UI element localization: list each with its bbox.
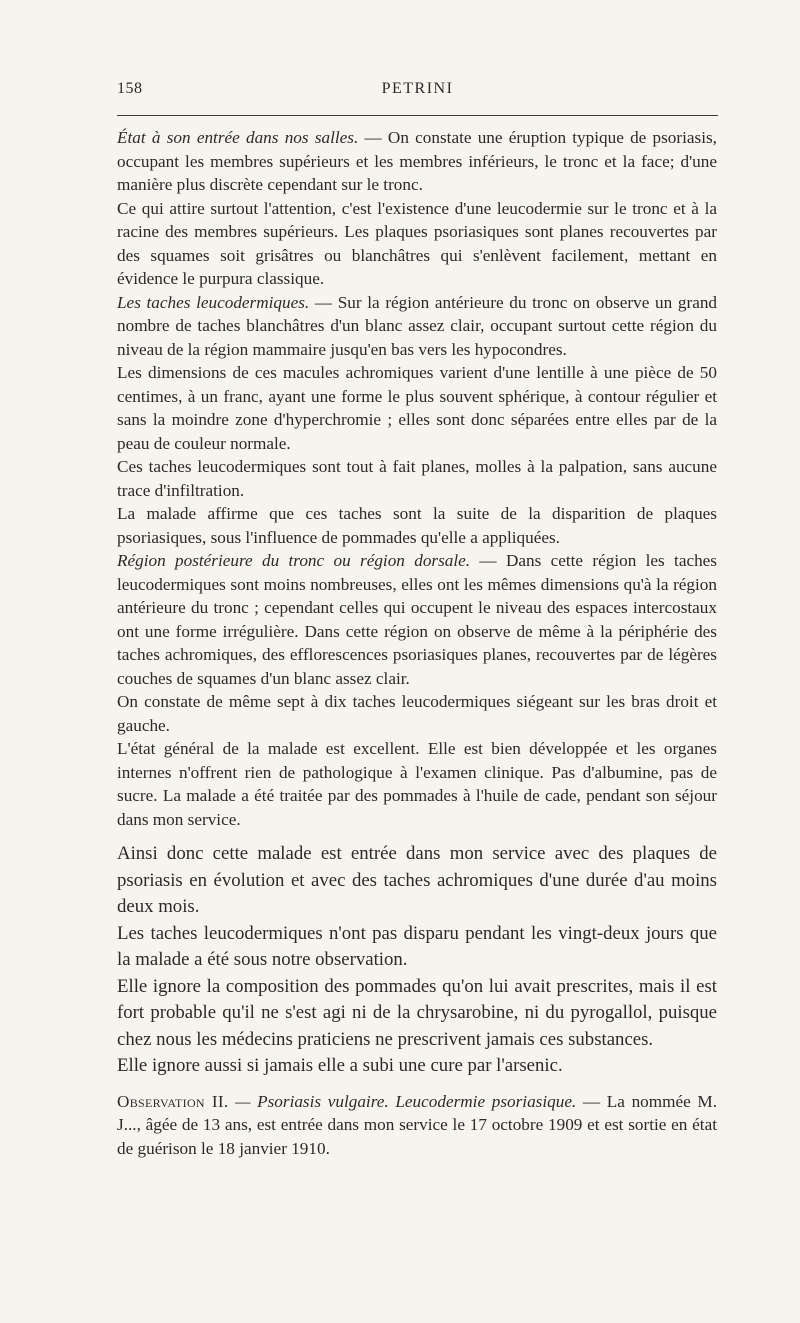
paragraph-text: Ce qui attire surtout l'attention, c'est l'existence d'une leucodermie sur le tronc et à la racine des membres supérieurs. Les plaques psoriasiques sont planes recouvertes par des squames soit grisâtres ou blanchâtres qui s'enlèvent facilement, mettant en évidence le purpura classique. (117, 198, 717, 288)
paragraph-text: La malade affirme que ces taches sont la suite de la disparition de plaques psoriasiques, sous l'influence de pommades qu'elle a appliquées. (117, 504, 717, 547)
paragraph (117, 502, 717, 549)
paragraph (117, 455, 717, 502)
paragraph-text: Les dimensions de ces macules achromiques varient d'une lentille à une pièce de 50 centimes, à un franc, ayant une forme le plus souvent sphérique, à contour régulier et sans la moindre zone d'hyperchromie ; elles sont donc séparées entre elles par de la peau de couleur normale. (117, 363, 717, 453)
spacer (117, 831, 717, 841)
paragraph-text: — On constate une éruption typique de psoriasis, occupant les membres supérieurs et les membres inférieurs, le tronc et la face; d'une manière plus discrète cependant sur le tronc. (117, 128, 717, 194)
paragraph-text: — Dans cette région les taches leucodermiques sont moins nombreuses, elles ont les mêmes dimensions qu'à la région antérieure du tronc ; cependant celles qui occupent le niveau des espaces intercostaux ont une forme irrégulière. Dans cette région on observe de même à la périphérie des taches achromiques, des efflorescences psoriasiques planes, recouvertes par de légères couches de squames d'un blanc assez clair. (117, 551, 717, 688)
paragraph (117, 126, 717, 197)
paragraph: Les taches leucodermiques n'ont pas disparu pendant les vingt-deux jours que la malade a été sous notre observation. (117, 922, 717, 970)
page-number: 158 (117, 80, 143, 97)
spacer (117, 1080, 717, 1090)
paragraph: Elle ignore la composition des pommades qu'on lui avait prescrites, mais il est fort probable qu'il ne s'est agi ni de la chrysarobine, ni du pyrogallol, puisque chez nous les médecins praticiens ne prescrivent jamais ces substances. (117, 975, 717, 1050)
paragraph (117, 690, 717, 737)
paragraph (117, 197, 717, 291)
observation-label: Observation II. (117, 1091, 229, 1111)
paragraph-text: L'état général de la malade est excellent. Elle est bien développée et les organes internes n'offrent rien de pathologique à l'examen clinique. Pas d'albumine, pas de sucre. La malade a été traitée par des pommades à l'huile de cade, pendant son séjour dans mon service. (117, 739, 717, 829)
large-text-section (117, 841, 717, 1080)
running-head: PETRINI (381, 80, 454, 97)
body-text (117, 126, 717, 1160)
paragraph: Ainsi donc cette malade est entrée dans mon service avec des plaques de psoriasis en évolution et avec des taches achromiques d'une durée d'au moins deux mois. (117, 843, 717, 917)
observation-title: — Psoriasis vulgaire. Leucodermie psoriasique. (228, 1091, 577, 1111)
observation-text: — La nommée M. J..., âgée de 13 ans, est entrée dans mon service le 17 octobre 1909 et est sortie en état de guérison le 18 janvier 1910. (117, 1091, 717, 1158)
paragraph-text: On constate de même sept à dix taches leucodermiques siégeant sur les bras droit et gauche. (117, 692, 717, 735)
paragraph-text: Ces taches leucodermiques sont tout à fait planes, molles à la palpation, sans aucune trace d'infiltration. (117, 457, 717, 500)
paragraph-lead: Les taches leucodermiques. (117, 292, 310, 312)
page-header (117, 80, 718, 106)
paragraph-lead: Région postérieure du tronc ou région dorsale. (117, 551, 471, 570)
observation-paragraph (117, 1090, 717, 1161)
paragraph-text: — Sur la région antérieure du tronc on observe un grand nombre de taches blanchâtres d'un blanc assez clair, occupant surtout cette région du niveau de la région mammaire jusqu'en bas vers les hypocondres. (117, 292, 718, 359)
paragraph (117, 291, 717, 362)
paragraph (117, 361, 717, 455)
paragraph (117, 549, 717, 690)
paragraph: Elle ignore aussi si jamais elle a subi une cure par l'arsenic. (117, 1055, 563, 1076)
header-rule (117, 115, 718, 116)
paragraph-lead: État à son entrée dans nos salles. (117, 128, 359, 147)
paragraph (117, 737, 717, 831)
